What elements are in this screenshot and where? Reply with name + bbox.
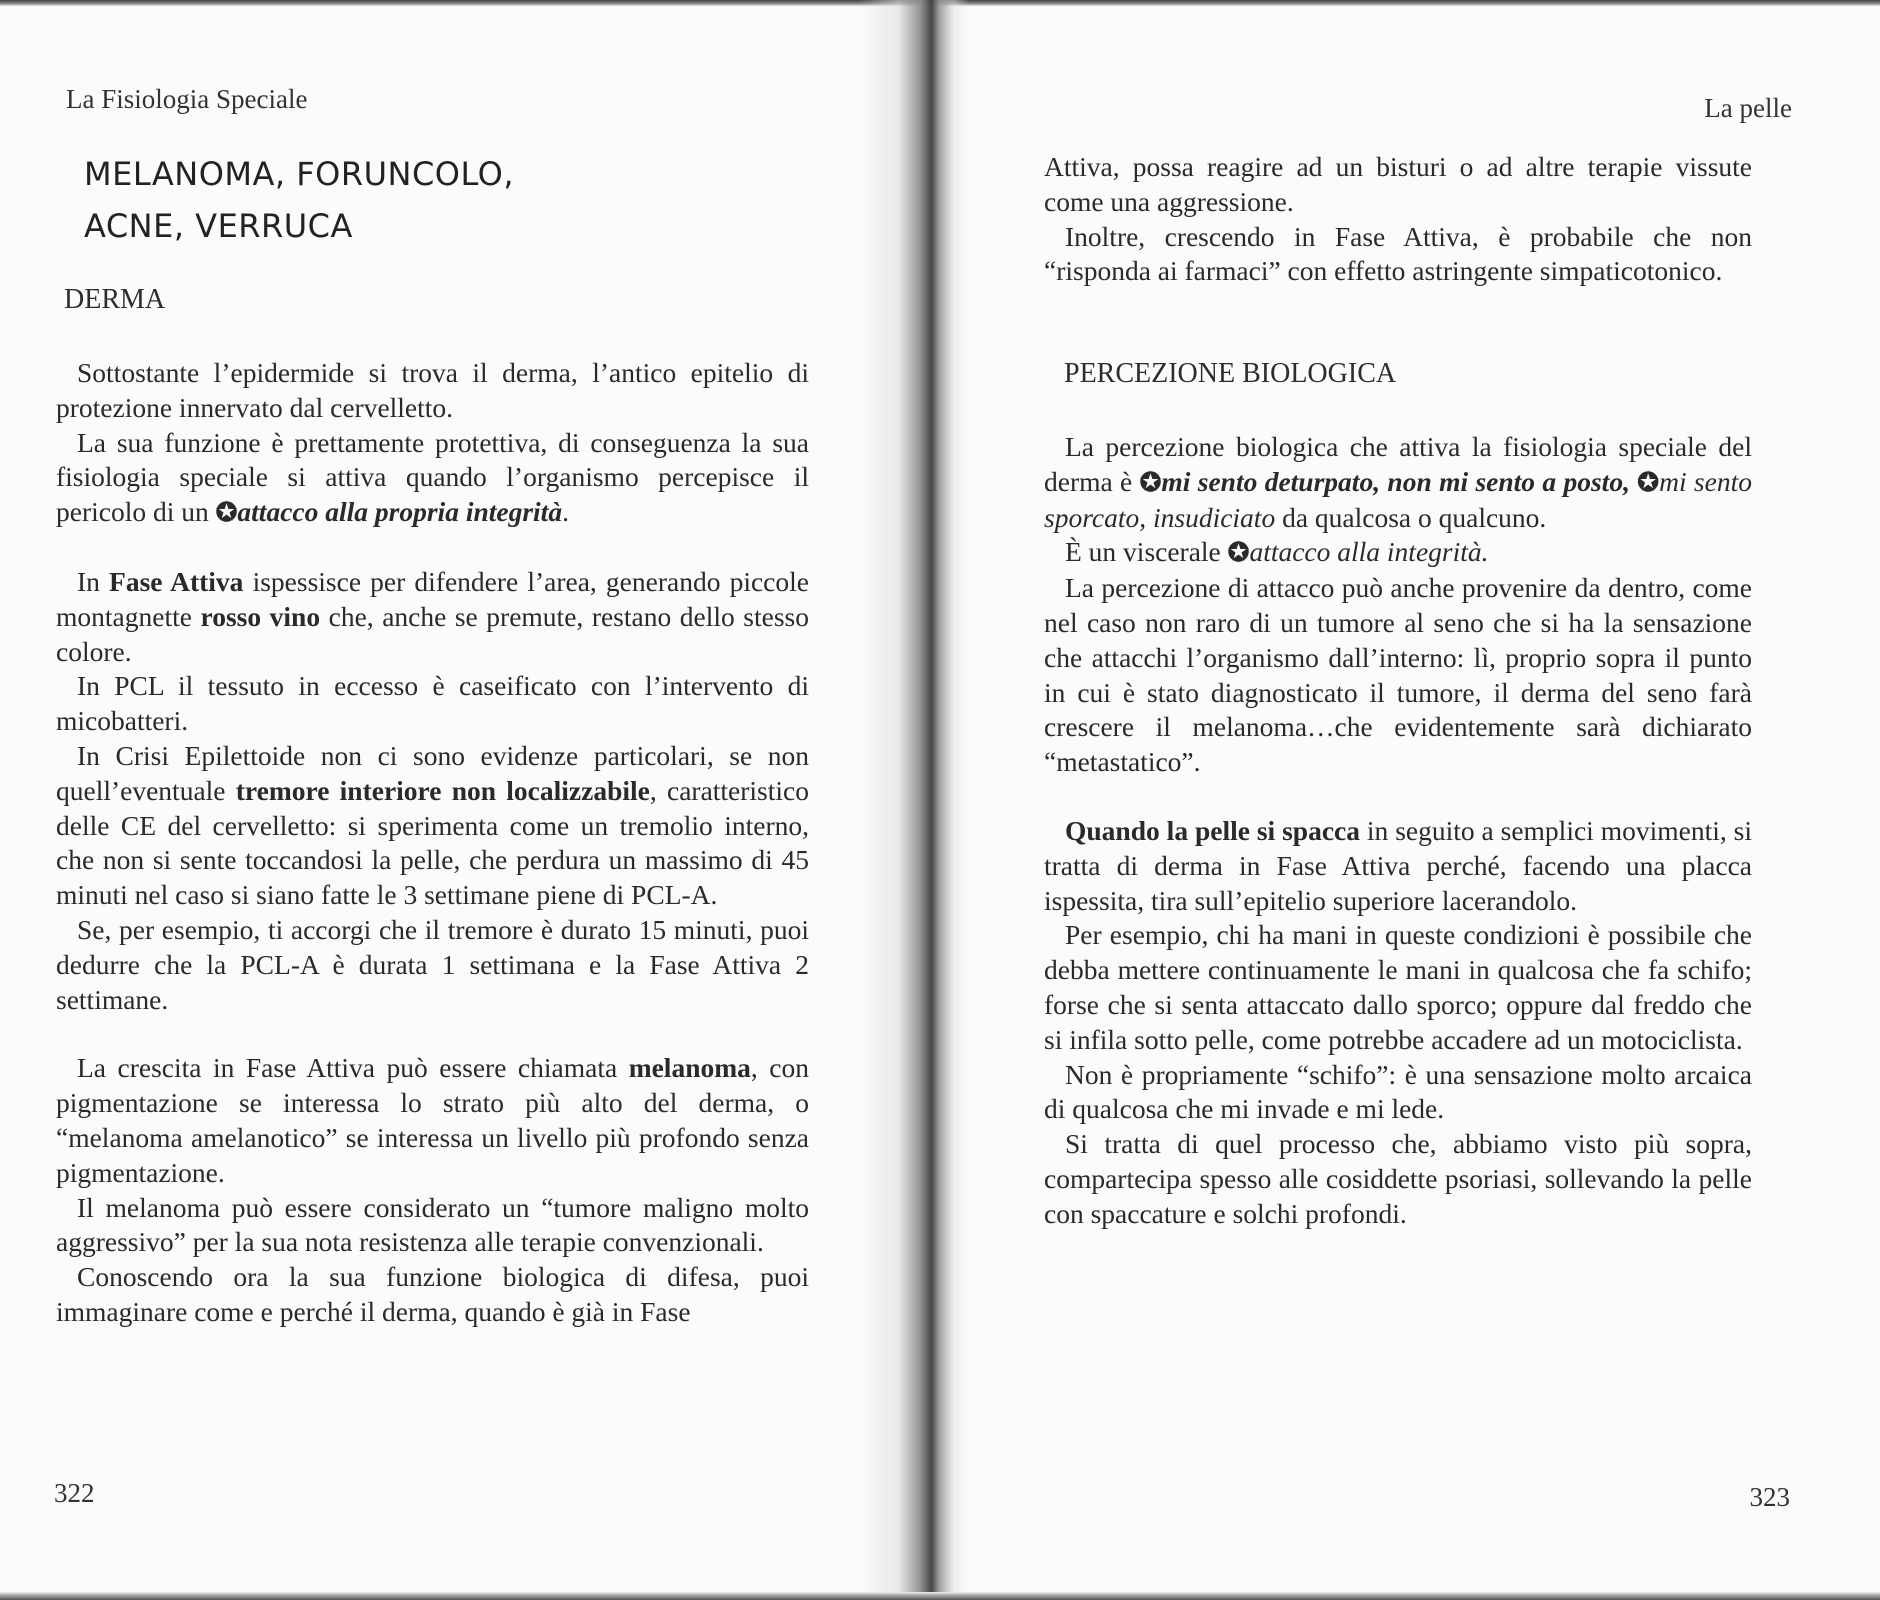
paragraph: La sua funzione è prettamente protettiva, di conseguenza la sua fisiologia speciale si attiva quando l’organismo percepisce il pericolo di un ✪attacco alla propria integrità. — [56, 426, 809, 528]
star-marker-icon: ✪ — [1139, 467, 1162, 497]
paragraph: Il melanoma può essere considerato un “tumore maligno molto aggressivo” per la sua nota resistenza alle terapie convenzionali. — [56, 1191, 809, 1258]
bold-term: melanoma — [628, 1052, 751, 1084]
right-body-text-top — [1044, 150, 1752, 289]
chapter-title-line-2: ACNE, VERRUCA — [84, 207, 353, 245]
emphasis-text: attacco alla propria integrità — [237, 496, 563, 528]
paragraph: Attiva, possa reagire ad un bisturi o ad altre terapie vissute come una aggressione. — [1044, 151, 1752, 217]
page-bottom-edge — [0, 1592, 1880, 1600]
paragraph: La crescita in Fase Attiva può essere chiamata melanoma, con pigmentazione se interessa lo strato più alto del derma, o “melanoma amelanotico” se interessa un livello più profondo senza pigmentazione. — [56, 1052, 809, 1188]
chapter-title-line-1: MELANOMA, FORUNCOLO, — [84, 155, 515, 193]
paragraph: La percezione di attacco può anche provenire da dentro, come nel caso non raro di un tumore al seno che si ha la sensazione che attacchi l’organismo dall’interno: lì, proprio sopra il punto in cui è stato diagnosticato il tumore, il derma del seno farà crescere il melanoma…che evidentemente sarà dichiarato “metastatico”. — [1044, 572, 1752, 778]
left-page — [0, 0, 880, 1600]
bold-term: Fase Attiva — [109, 565, 244, 597]
bold-term: Quando la pelle si spacca — [1065, 814, 1360, 846]
paragraph: In Fase Attiva ispessisce per difendere l’area, generando piccole montagnette rosso vino che, anche se premute, restano dello stesso colore. — [56, 565, 809, 667]
paragraph: Sottostante l’epidermide si trova il derma, l’antico epitelio di protezione innervato dal cervelletto. — [56, 357, 809, 423]
running-head-left: La Fisiologia Speciale — [66, 84, 308, 114]
page-number-left: 322 — [54, 1478, 95, 1508]
right-body-text — [1044, 430, 1752, 1232]
paragraph: La percezione biologica che attiva la fisiologia speciale del derma è ✪mi sento deturpato, non mi sento a posto, ✪mi sento sporcato, insudiciato da qualcosa o qualcuno. — [1044, 431, 1752, 533]
emphasis-text: mi sento deturpato, non mi sento a posto, — [1161, 465, 1630, 497]
paragraph: È un viscerale ✪attacco alla integrità. — [1065, 536, 1489, 568]
paragraph: Conoscendo ora la sua funzione biologica di difesa, puoi immaginare come e perché il derma, quando è già in Fase — [56, 1261, 809, 1327]
star-marker-icon: ✪ — [1637, 467, 1660, 497]
bold-term: tremore interiore non localizzabile — [235, 774, 650, 806]
running-head-right: La pelle — [1704, 93, 1792, 123]
book-gutter-shadow — [860, 0, 970, 1600]
star-marker-icon: ✪ — [215, 498, 238, 528]
paragraph: Se, per esempio, ti accorgi che il tremore è durato 15 minuti, puoi dedurre che la PCL-A è durata 1 settimana e la Fase Attiva 2 settimane. — [56, 913, 809, 1015]
paragraph: Inoltre, crescendo in Fase Attiva, è probabile che non “risponda ai farmaci” con effetto astringente simpaticotonico. — [1044, 220, 1752, 287]
right-page — [960, 0, 1880, 1600]
bold-term: rosso vino — [200, 600, 321, 632]
paragraph: Non è propriamente “schifo”: è una sensazione molto arcaica di qualcosa che mi invade e mi lede. — [1044, 1058, 1752, 1125]
section-heading-derma: DERMA — [64, 284, 166, 315]
star-marker-icon: ✪ — [1227, 538, 1250, 568]
paragraph: In Crisi Epilettoide non ci sono evidenze particolari, se non quell’eventuale tremore interiore non localizzabile, caratteristico delle CE del cervelletto: si sperimenta come un tremolio interno, che non si sente toccandosi la pelle, che perdura un massimo di 45 minuti nel caso si siano fatte le 3 settimane piene di PCL-A. — [56, 739, 809, 911]
paragraph: Per esempio, chi ha mani in queste condizioni è possibile che debba mettere continuamente le mani in qualcosa che fa schifo; forse che si senta attaccato dallo sporco; oppure dal freddo che si infila sotto pelle, come potrebbe accadere ad un motociclista. — [1044, 919, 1752, 1055]
page-number-right: 323 — [1749, 1482, 1790, 1512]
paragraph: In PCL il tessuto in eccesso è caseificato con l’intervento di micobatteri. — [56, 670, 809, 737]
paragraph: Quando la pelle si spacca in seguito a semplici movimenti, si tratta di derma in Fase Attiva perché, facendo una placca ispessita, tira sull’epitelio superiore lacerandolo. — [1044, 814, 1752, 916]
paragraph: Si tratta di quel processo che, abbiamo visto più sopra, compartecipa spesso alle cosiddette psoriasi, sollevando la pelle con spaccature e solchi profondi. — [1044, 1128, 1752, 1229]
section-heading-percezione: PERCEZIONE BIOLOGICA — [1064, 358, 1397, 389]
emphasis-text: mi sento sporcato, insudiciato — [1044, 465, 1752, 533]
chapter-title — [84, 148, 514, 252]
left-body-text — [56, 356, 809, 1330]
emphasis-text: attacco alla integrità. — [1249, 536, 1489, 568]
